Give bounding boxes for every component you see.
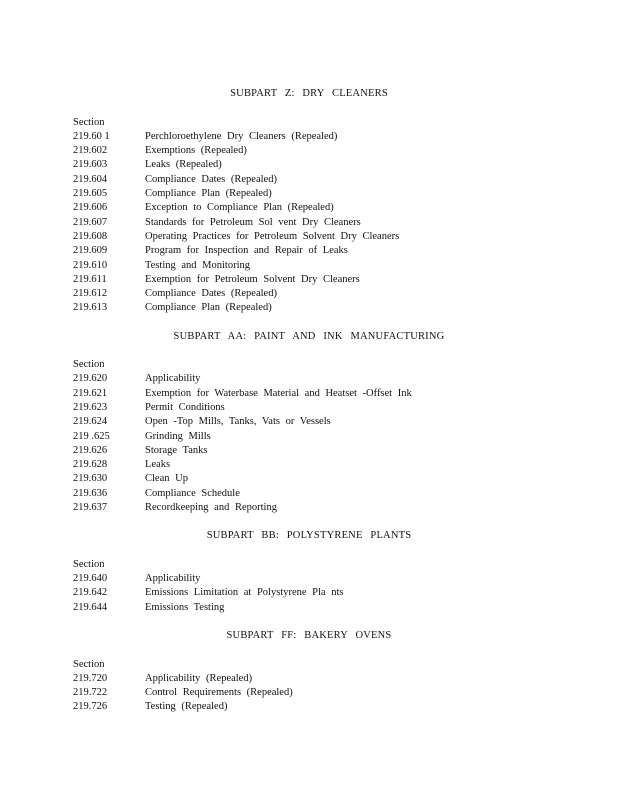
section-number: 219.621 (73, 388, 108, 399)
section-number: 219.607 (73, 217, 108, 228)
section-number: 219.722 (73, 687, 108, 698)
section-number: 219.637 (73, 502, 108, 513)
section-number: 219.720 (73, 673, 108, 684)
section-number: 219.644 (73, 602, 108, 613)
toc-entry (73, 202, 593, 216)
toc-entry (73, 431, 593, 445)
section-number: 219.612 (73, 288, 108, 299)
toc-entry (73, 573, 593, 587)
section-title: Standards for Petroleum Sol vent Dry Cleaners (145, 217, 361, 228)
toc-entry (73, 260, 593, 274)
section-label: Section (73, 559, 105, 570)
section-number: 219.613 (73, 302, 108, 313)
section-title: Permit Conditions (145, 402, 225, 413)
subpart-heading: SUBPART BB: POLYSTYRENE PLANTS (206, 530, 412, 541)
toc-entry (73, 188, 593, 202)
section-number: 219.60 1 (73, 131, 110, 142)
section-number: 219.624 (73, 416, 108, 427)
toc-entry (73, 488, 593, 502)
section-title: Applicability (145, 573, 201, 584)
section-number: 219.630 (73, 473, 108, 484)
section-title: Testing (Repealed) (145, 701, 228, 712)
section-title: Applicability (Repealed) (145, 673, 253, 684)
section-title: Compliance Plan (Repealed) (145, 302, 272, 313)
section-title: Program for Inspection and Repair of Leaks (145, 245, 348, 256)
section-number: 219.626 (73, 445, 108, 456)
section-title: Perchloroethylene Dry Cleaners (Repealed) (145, 131, 338, 142)
section-number: 219.640 (73, 573, 108, 584)
section-number: 219.636 (73, 488, 108, 499)
section-label: Section (73, 117, 105, 128)
section-title: Exemptions (Repealed) (145, 145, 247, 156)
section-number: 219.726 (73, 701, 108, 712)
section-title: Testing and Monitoring (145, 260, 251, 271)
toc-entry (73, 373, 593, 387)
section-number: 219.628 (73, 459, 108, 470)
toc-entry (73, 231, 593, 245)
section-label: Section (73, 659, 105, 670)
section-title: Compliance Plan (Repealed) (145, 188, 272, 199)
subpart-heading: SUBPART FF: BAKERY OVENS (226, 630, 392, 641)
section-title: Leaks (Repealed) (145, 159, 222, 170)
toc-entry (73, 402, 593, 416)
toc-entry (73, 459, 593, 473)
toc-entry (73, 445, 593, 459)
section-number: 219.606 (73, 202, 108, 213)
toc-entry (73, 217, 593, 231)
section-title: Open -Top Mills, Tanks, Vats or Vessels (145, 416, 331, 427)
subpart-heading: SUBPART AA: PAINT AND INK MANUFACTURING (173, 331, 445, 342)
toc-entry (73, 159, 593, 173)
toc-entry (73, 145, 593, 159)
section-number: 219.620 (73, 373, 108, 384)
toc-entry (73, 274, 593, 288)
section-title: Operating Practices for Petroleum Solvent Dry Cleaners (145, 231, 400, 242)
section-number: 219.608 (73, 231, 108, 242)
section-number: 219.604 (73, 174, 108, 185)
section-title: Compliance Dates (Repealed) (145, 288, 277, 299)
section-number: 219.603 (73, 159, 108, 170)
toc-entry (73, 473, 593, 487)
section-number: 219 .625 (73, 431, 110, 442)
section-title: Storage Tanks (145, 445, 208, 456)
section-title: Emissions Limitation at Polystyrene Pla nts (145, 587, 344, 598)
section-number: 219.610 (73, 260, 108, 271)
toc-entry (73, 131, 593, 145)
toc-entry (73, 502, 593, 516)
subpart-heading: SUBPART Z: DRY CLEANERS (230, 88, 388, 99)
section-title: Compliance Dates (Repealed) (145, 174, 277, 185)
section-title: Recordkeeping and Reporting (145, 502, 277, 513)
toc-entry (73, 388, 593, 402)
toc-entry (73, 587, 593, 601)
section-number: 219.611 (73, 274, 107, 285)
section-title: Clean Up (145, 473, 188, 484)
section-number: 219.605 (73, 188, 108, 199)
section-title: Grinding Mills (145, 431, 211, 442)
toc-entry (73, 302, 593, 316)
section-title: Exemption for Petroleum Solvent Dry Cleaners (145, 274, 360, 285)
toc-entry (73, 602, 593, 616)
toc-entry (73, 245, 593, 259)
section-title: Applicability (145, 373, 201, 384)
section-title: Emissions Testing (145, 602, 225, 613)
section-title: Exemption for Waterbase Material and Heatset -Offset Ink (145, 388, 412, 399)
toc-entry (73, 673, 593, 687)
section-number: 219.642 (73, 587, 108, 598)
toc-entry (73, 416, 593, 430)
toc-entry (73, 174, 593, 188)
toc-entry (73, 701, 593, 715)
section-title: Exception to Compliance Plan (Repealed) (145, 202, 334, 213)
toc-entry (73, 687, 593, 701)
section-label: Section (73, 359, 105, 370)
section-number: 219.609 (73, 245, 108, 256)
section-number: 219.623 (73, 402, 108, 413)
section-title: Compliance Schedule (145, 488, 240, 499)
section-number: 219.602 (73, 145, 108, 156)
section-title: Leaks (145, 459, 171, 470)
toc-entry (73, 288, 593, 302)
section-title: Control Requirements (Repealed) (145, 687, 293, 698)
